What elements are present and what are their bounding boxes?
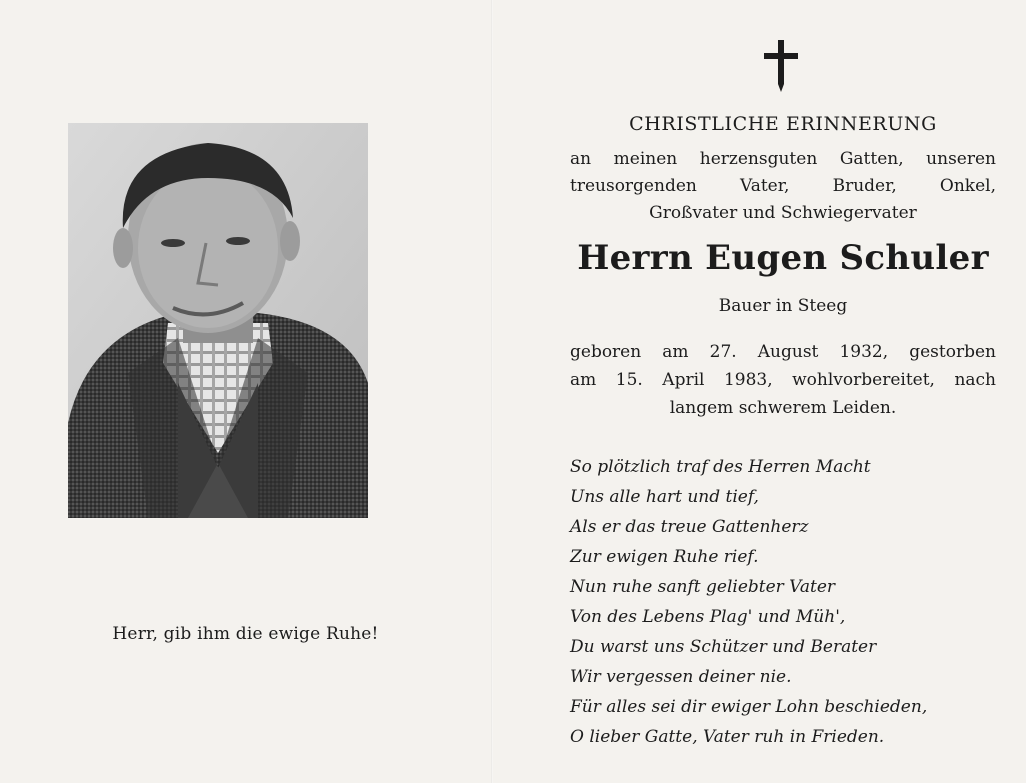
deceased-name: Herrn Eugen Schuler xyxy=(577,238,989,278)
card-fold xyxy=(491,0,493,783)
card-heading: CHRISTLICHE ERINNERUNG xyxy=(629,113,937,135)
prayer-text: Herr, gib ihm die ewige Ruhe! xyxy=(112,624,379,644)
dedication-line: treusorgenden Vater, Bruder, Onkel, xyxy=(570,176,996,196)
poem-line: Für alles sei dir ewiger Lohn beschieden, xyxy=(570,697,928,717)
poem-line: Zur ewigen Ruhe rief. xyxy=(570,547,759,567)
poem-line: Von des Lebens Plag' und Müh', xyxy=(570,607,846,627)
dates-line: am 15. April 1983, wohlvorbereitet, nach xyxy=(570,370,996,390)
cross-icon xyxy=(764,40,798,92)
dedication-text xyxy=(570,146,996,227)
memorial-poem xyxy=(570,452,1002,752)
poem-line: Du warst uns Schützer und Berater xyxy=(570,637,877,657)
poem-line: Uns alle hart und tief, xyxy=(570,487,759,507)
dates-line: langem schwerem Leiden. xyxy=(669,398,897,418)
poem-line: Nun ruhe sanft geliebter Vater xyxy=(570,577,836,597)
occupation: Bauer in Steeg xyxy=(718,296,848,316)
dedication-line: Großvater und Schwiegervater xyxy=(649,203,917,223)
poem-line: Wir vergessen deiner nie. xyxy=(570,667,792,687)
dedication-line: an meinen herzensguten Gatten, unseren xyxy=(570,149,996,169)
portrait-photo xyxy=(68,123,368,518)
poem-line: So plötzlich traf des Herren Macht xyxy=(570,457,871,477)
poem-line: O lieber Gatte, Vater ruh in Frieden. xyxy=(570,727,885,747)
life-dates xyxy=(570,338,996,422)
dates-line: geboren am 27. August 1932, gestorben xyxy=(570,342,996,362)
poem-line: Als er das treue Gattenherz xyxy=(570,517,809,537)
